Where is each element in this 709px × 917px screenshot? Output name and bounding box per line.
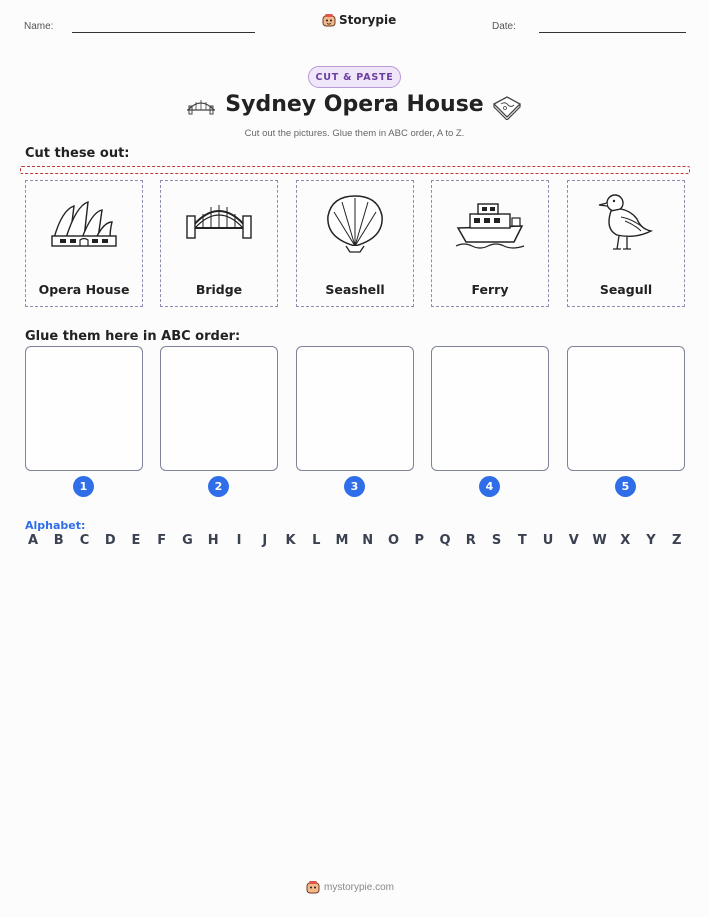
- name-label: Name:: [24, 21, 54, 32]
- alphabet-letter: F: [157, 533, 167, 548]
- alphabet-letter: C: [79, 533, 90, 548]
- alphabet-letter: T: [517, 533, 527, 548]
- alphabet-letter: Q: [439, 533, 451, 548]
- glue-slot[interactable]: [567, 346, 685, 471]
- storypie-mascot-icon: [306, 880, 320, 894]
- seashell-icon: [320, 190, 390, 254]
- alphabet-letter: L: [312, 533, 321, 548]
- card-label: Seagull: [599, 282, 653, 297]
- seagull-icon: [591, 189, 661, 255]
- brand-name: Storypie: [339, 13, 397, 27]
- alphabet-letter: K: [285, 533, 296, 548]
- alphabet-letter: N: [362, 533, 374, 548]
- cut-line: [20, 166, 690, 174]
- card-label: Bridge: [195, 282, 243, 297]
- alphabet-letter: U: [542, 533, 554, 548]
- alphabet-letter: M: [335, 533, 349, 548]
- alphabet-letter: D: [104, 533, 116, 548]
- alphabet-letter: S: [491, 533, 502, 548]
- alphabet-letter: O: [387, 533, 400, 548]
- instructions: Cut out the pictures. Glue them in ABC order, A to Z.: [244, 128, 465, 139]
- alphabet-letter: I: [236, 533, 242, 548]
- cut-card-seagull[interactable]: [567, 180, 685, 307]
- cut-paste-badge: CUT & PASTE: [308, 66, 401, 88]
- alphabet-letter: B: [53, 533, 64, 548]
- slot-number-badge: 4: [479, 476, 500, 497]
- slot-number-badge: 5: [615, 476, 636, 497]
- page-title: Sydney Opera House: [225, 92, 484, 117]
- glue-heading: Glue them here in ABC order:: [25, 329, 241, 344]
- footer: [306, 880, 394, 894]
- alphabet-letter: E: [131, 533, 141, 548]
- alphabet-letter: X: [620, 533, 631, 548]
- alphabet-letter: A: [27, 533, 39, 548]
- date-field[interactable]: [539, 32, 686, 33]
- brand-logo: [322, 13, 396, 27]
- card-label: Seashell: [325, 282, 385, 297]
- alphabet-row: [25, 533, 685, 551]
- alphabet-letter: W: [592, 533, 607, 548]
- alphabet-letter: H: [207, 533, 219, 548]
- alphabet-letter: Z: [672, 533, 682, 548]
- alphabet-letter: P: [414, 533, 425, 548]
- worksheet-header: [0, 0, 709, 50]
- ferry-icon: [454, 192, 526, 252]
- name-field[interactable]: [72, 32, 255, 33]
- cut-card-seashell[interactable]: [296, 180, 414, 307]
- alphabet-letter: V: [568, 533, 579, 548]
- cut-card-opera-house[interactable]: [25, 180, 143, 307]
- cut-heading: Cut these out:: [25, 146, 130, 161]
- alphabet-heading: Alphabet:: [25, 519, 86, 532]
- footer-url[interactable]: mystorypie.com: [324, 881, 395, 893]
- glue-slot[interactable]: [431, 346, 549, 471]
- alphabet-letter: R: [465, 533, 476, 548]
- opera-house-icon: [48, 192, 120, 252]
- storypie-mascot-icon: [322, 13, 336, 27]
- alphabet-letter: Y: [646, 533, 656, 548]
- date-label: Date:: [492, 21, 516, 32]
- alphabet-letter: J: [262, 533, 268, 548]
- cut-card-ferry[interactable]: [431, 180, 549, 307]
- bridge-icon: [183, 194, 255, 250]
- glue-slot[interactable]: [25, 346, 143, 471]
- glue-slot[interactable]: [160, 346, 278, 471]
- slot-number-badge: 3: [344, 476, 365, 497]
- card-label: Opera House: [38, 282, 130, 297]
- cut-card-bridge[interactable]: [160, 180, 278, 307]
- glue-slot[interactable]: [296, 346, 414, 471]
- map-icon: [491, 94, 523, 120]
- alphabet-letter: G: [182, 533, 193, 548]
- slot-number-badge: 1: [73, 476, 94, 497]
- card-label: Ferry: [471, 282, 509, 297]
- slot-number-badge: 2: [208, 476, 229, 497]
